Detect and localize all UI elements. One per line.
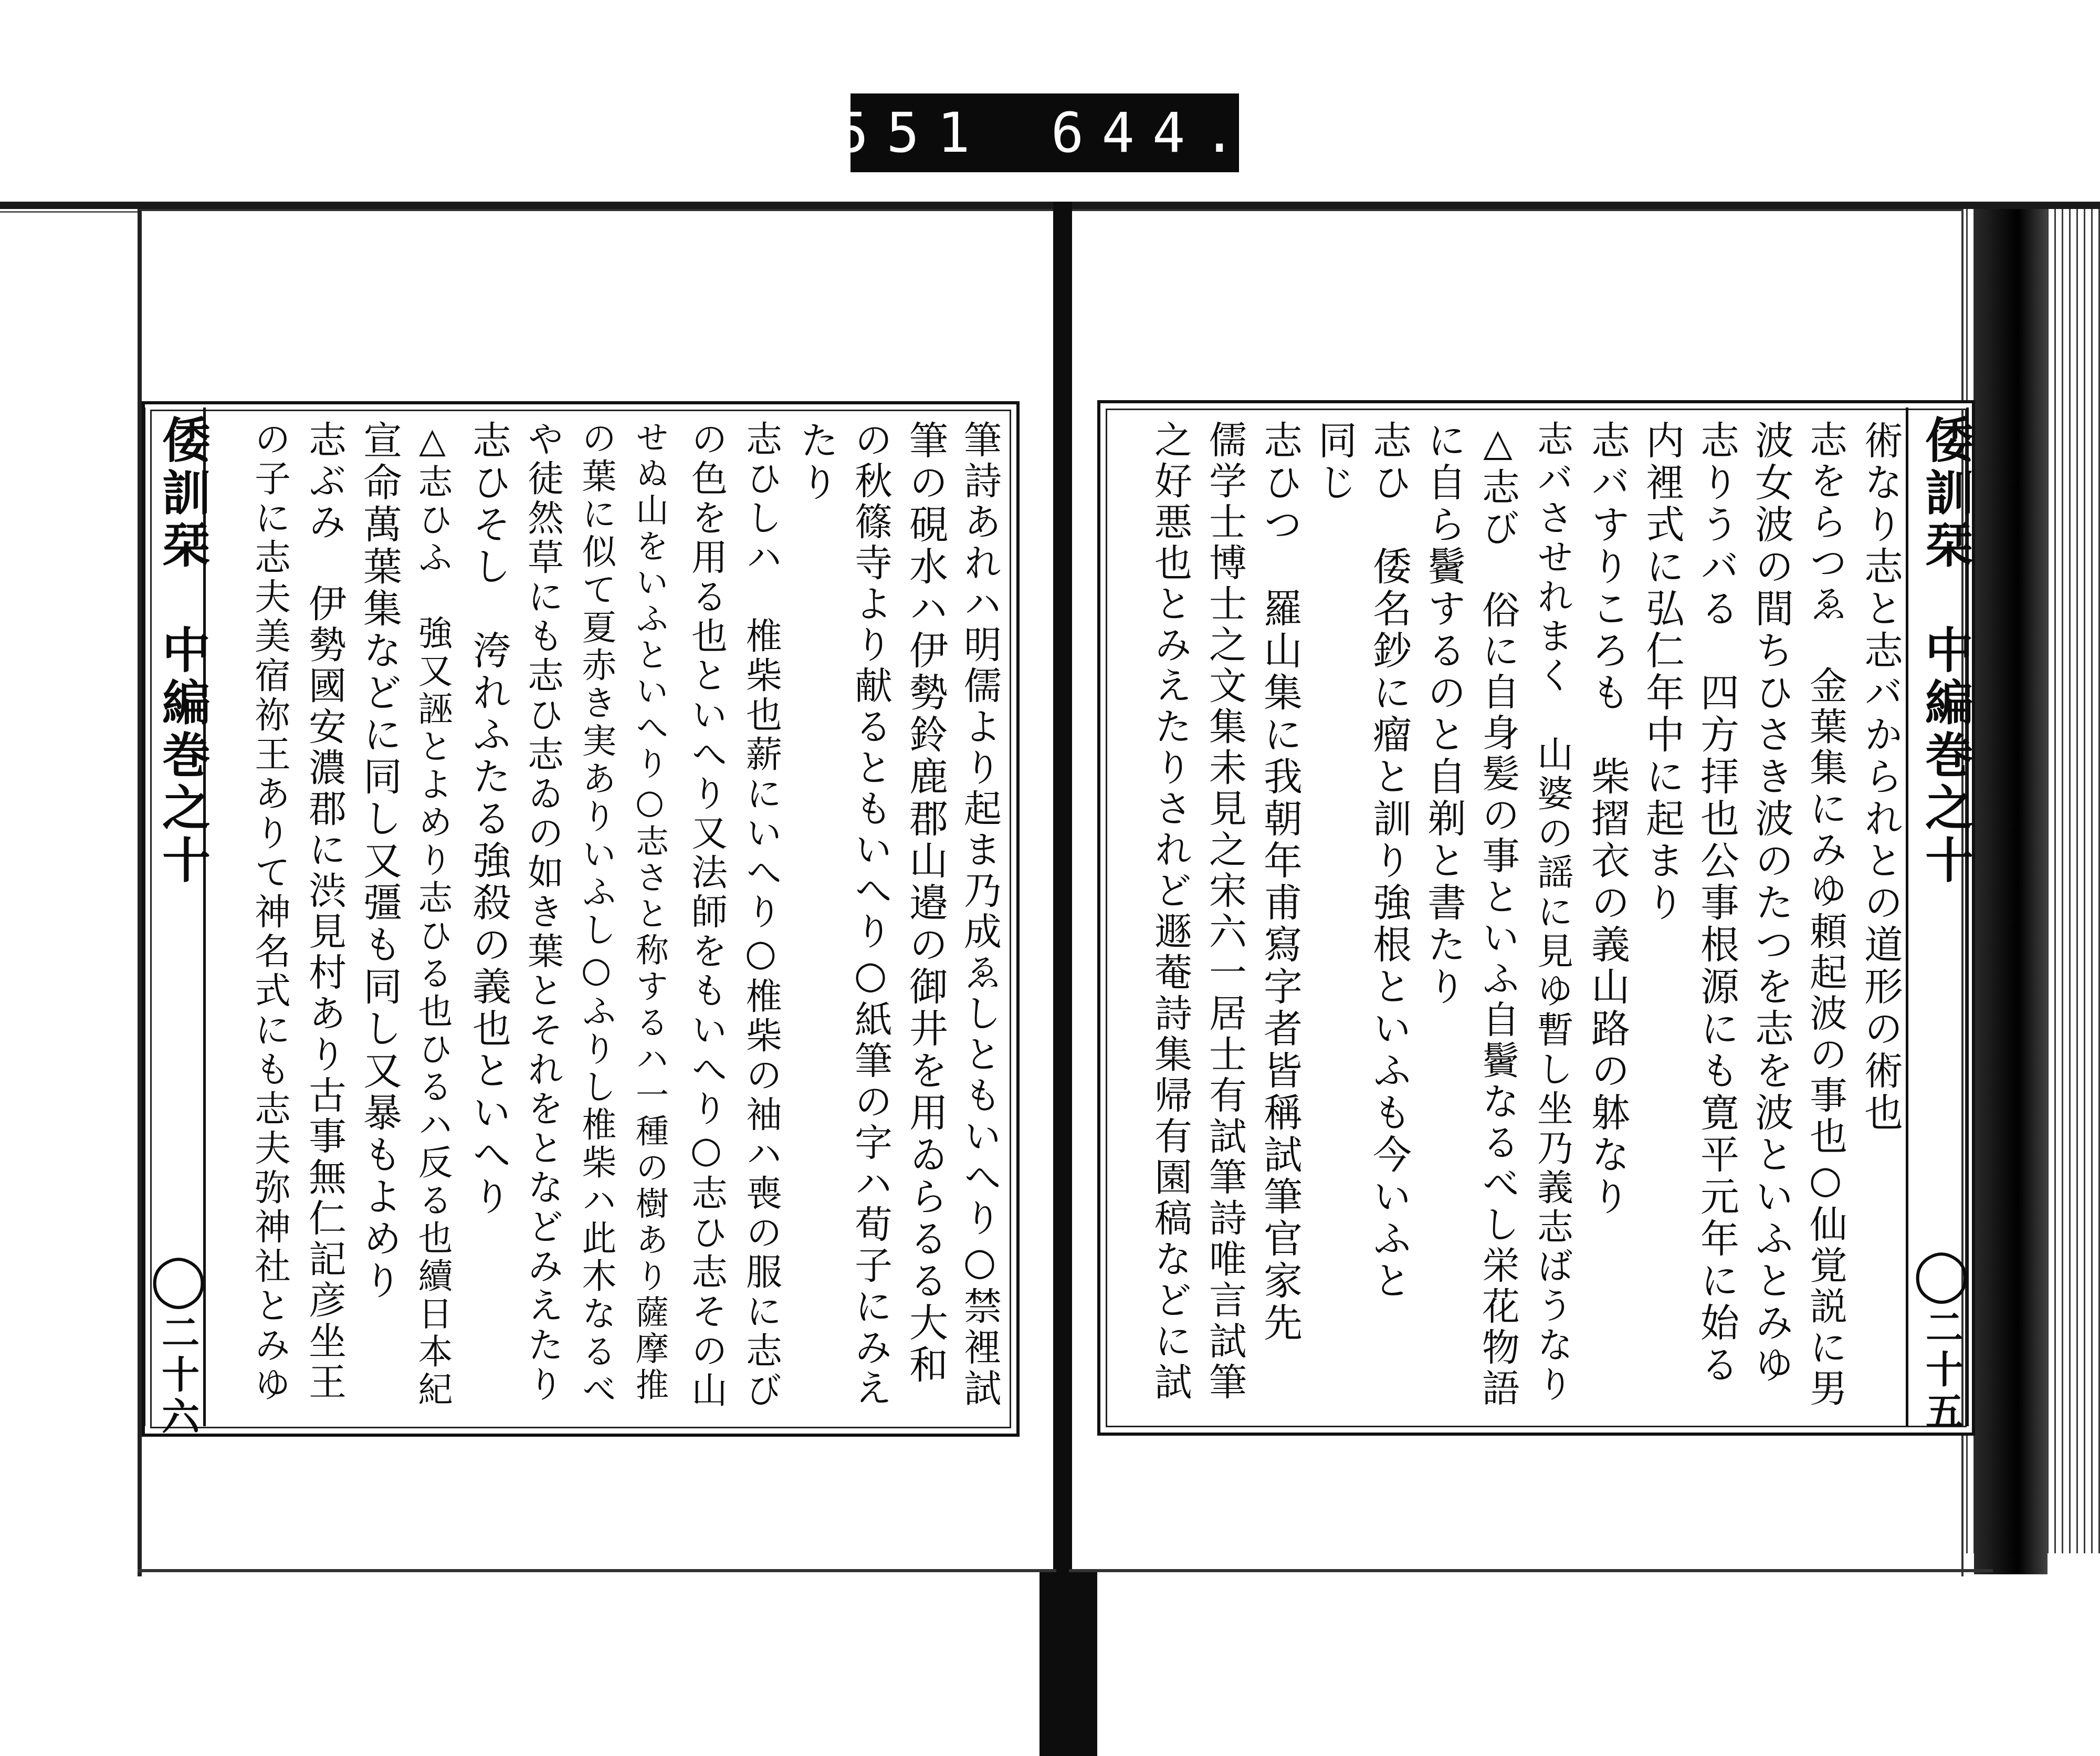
left-spine-title: 倭訓栞 中編巻之十 xyxy=(154,415,211,887)
left-page-text-column: 志ぶみ 伊勢國安濃郡に渋見村あり古事無仁記彦坐王 xyxy=(302,420,346,1403)
right-page-text-column: 志バすりころも 柴摺衣の義山路の躰なり xyxy=(1585,420,1630,1218)
right-page-text-column: 儒学士博士之文集未見之宋六一居士有試筆詩唯言試筆 xyxy=(1203,420,1247,1403)
book-gutter-bottom xyxy=(1040,1570,1097,1756)
right-spine-title: 倭訓栞 中編巻之十 xyxy=(1917,415,1974,887)
right-page-text-column: 術なり志と志バかられとの道形の術也 xyxy=(1858,420,1903,1134)
right-page-text-column: 志ひ 倭名鈔に瘤と訓り強根といふも今いふと xyxy=(1367,420,1412,1302)
left-folio-circle: ◯ xyxy=(149,1250,208,1309)
left-page-text-column: の葉に似て夏赤き実ありいふし○ふりし椎柴ハ此木なるべ xyxy=(576,420,616,1409)
right-page-text-column: 之好悪也とみえたりされど遯菴詩集帰有園稿などに試 xyxy=(1148,420,1192,1403)
right-page-text-column: 志をらつゑ 金葉集にみゆ頼起波の事也○仙覚説に男 xyxy=(1803,420,1847,1409)
right-page-text-column: 志りうバる 四方拝也公事根源にも寛平元年に始る xyxy=(1694,420,1739,1386)
right-page-bottom-edge xyxy=(1069,1569,1993,1572)
left-page-text-column: 宣命萬葉集などに同し又彊も同し又暴もよめり xyxy=(357,420,402,1302)
left-page-text-column: や徒然草にも志ひ志ゐの如き葉とそれをとなどみえたり xyxy=(521,420,563,1405)
left-page-bottom-edge xyxy=(138,1569,1056,1572)
catalog-number-right: 644. xyxy=(1051,101,1254,165)
left-page-text-column: の子に志夫美宿祢王ありて神名式にも志夫弥神社とみゆ xyxy=(248,420,290,1405)
book-top-edge xyxy=(0,202,2100,209)
catalog-number-left: 551 xyxy=(835,101,988,165)
left-page-text-column: の色を用る也といへり又法師をもいへり○志ひ志その山 xyxy=(685,420,727,1410)
right-page-text-column: 内裡式に弘仁年中に起まり xyxy=(1640,420,1685,924)
left-page-text-column: の秋篠寺より献るともいへり○紙筆の字ハ荀子にみえ xyxy=(848,420,892,1409)
catalog-number-label xyxy=(835,93,1254,172)
left-page-text-column: △志ひふ 強又誣とよめり志ひる也ひるハ反る也續日本紀 xyxy=(412,420,453,1409)
left-page-text-column: せぬ山をいふといへり○志さと称するハ一種の樹あり薩摩推 xyxy=(631,420,669,1404)
left-page-text-column: 志ひそし 洿れふたる強殺の義也といへり xyxy=(466,420,511,1218)
left-page-text-column: 筆の硯水ハ伊勢鈴鹿郡山邉の御井を用ゐらるる大和 xyxy=(903,420,948,1386)
right-page-text-column: 志ひつ 羅山集に我朝年甫寫字者皆稱試筆官家先 xyxy=(1257,420,1303,1344)
left-page-text-column: 志ひしハ 椎柴也薪にいへり○椎柴の袖ハ喪の服に志び xyxy=(740,420,782,1410)
right-page-text-column: に自ら鬢するのと自剃と書たり xyxy=(1421,420,1466,1008)
book-gutter xyxy=(1053,202,1072,1756)
right-page-text-column: 志バさせれまく 山婆の謡に見ゆ暫し坐乃義志ばうなり xyxy=(1531,420,1573,1405)
right-page-text-column: 同じ xyxy=(1312,420,1357,504)
right-folio-number: 二十五 xyxy=(1919,1308,1964,1434)
left-folio-number: 二十六 xyxy=(155,1313,200,1439)
right-page-text-column: △志び 俗に自身髪の事といふ自鬢なるべし栄花物語 xyxy=(1476,420,1520,1409)
binding-shadow-right xyxy=(1974,209,2048,1574)
left-page-text-column: たり xyxy=(794,420,839,504)
right-page-text-column: 波女波の間ちひさき波のたつを志を波といふとみゆ xyxy=(1749,420,1794,1386)
right-folio-circle: ◯ xyxy=(1912,1245,1971,1303)
left-page-text-column: 筆詩あれハ明儒より起ま乃成ゑしともいへり○禁裡試 xyxy=(958,420,1002,1409)
